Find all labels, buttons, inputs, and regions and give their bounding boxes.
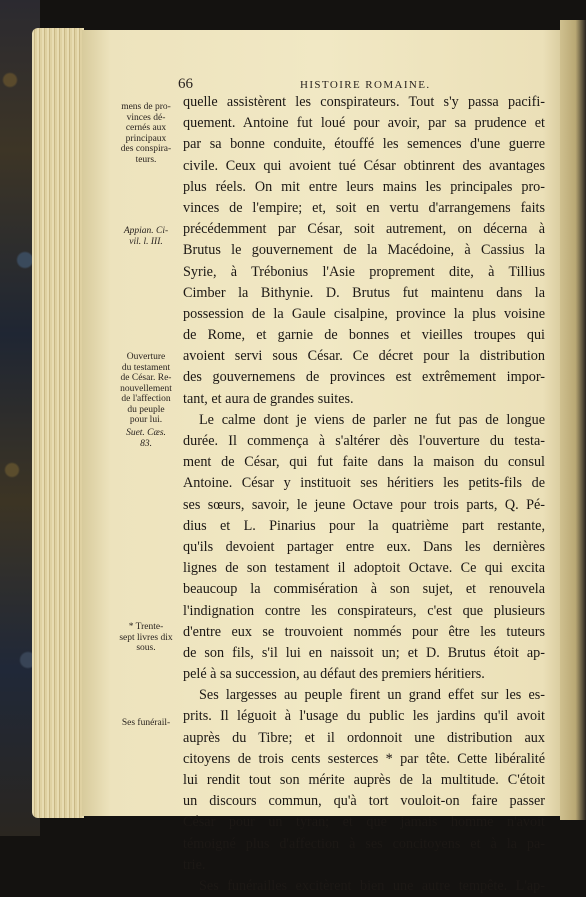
text-line: civile. Ceux qui avoient tué César obtinrent des avantages	[183, 157, 545, 174]
text-line: Antoine. César y instituoit ses héritiers les petits-fils de	[183, 475, 545, 492]
text-line: tant, et aura de grandes suites.	[183, 390, 354, 407]
text-line: qu'ils devoient partager entre eux. Dans les dernières	[183, 538, 545, 555]
margin-note-line: Suet. Cæs.	[126, 428, 166, 438]
text-line: Ses funérailles excitèrent bien une autre tempête. L'ap-	[199, 877, 545, 894]
text-line: l'indignation contre les conspirateurs, c'est que plusieurs	[183, 602, 545, 619]
text-line: vinces de l'empire; et, soit en vertu d'arrangemens faits	[183, 199, 545, 216]
text-line: durée. Il commença à s'altérer dès l'ouverture du testa-	[183, 433, 545, 449]
margin-note-line: des conspira-	[120, 144, 172, 154]
text-line: Le calme dont je viens de parler ne fut pas de longue	[199, 411, 545, 428]
margin-note-provinces	[113, 102, 179, 165]
margin-note-line: principaux	[125, 133, 167, 144]
text-line: témoigné plus d'affection à ses concitoyens et à la pa-	[183, 835, 545, 852]
margin-note-line: cernés aux	[125, 123, 167, 133]
text-line: lui rendit tout son mérite auprès de la multitude. C'étoit	[183, 772, 545, 788]
right-page-edge	[560, 20, 586, 820]
body-text	[183, 92, 545, 897]
text-line: de son fils, s'il lui en naissoit un; et D. Brutus étoit ap-	[183, 644, 545, 661]
text-line: Cimber la Bithynie. D. Brutus fut maintenu dans la	[183, 284, 545, 301]
margin-note-line: pour lui.	[129, 415, 163, 425]
text-line: des gouvernemens de provinces est extrêmement impor-	[183, 369, 545, 386]
text-line: un discours commun, qu'à tort vouloit-on faire passer	[183, 793, 545, 810]
margin-note-appian	[113, 226, 179, 247]
text-line: d'entre eux se trouvoient nommés pour être les tuteurs	[183, 623, 545, 640]
text-line: ment de César, qui fut faite dans la maison du consul	[183, 454, 545, 471]
margin-note-line: vinces dé-	[126, 112, 166, 123]
margin-note-line: Appian. Ci-	[123, 226, 169, 236]
margin-note-line: sept livres dix	[119, 632, 173, 643]
margin-note-line: 83.	[140, 438, 152, 449]
text-line: citoyens de trois cents sesterces * par tête. Cette libéralité	[183, 750, 545, 767]
text-line: beaucoup la commisération à son sujet, et renouvela	[183, 581, 545, 598]
text-line: de Rome, et garnie de bonnes et vieilles troupes qui	[183, 327, 545, 344]
text-line: avoient servi sous César. Ce décret pour la distribution	[183, 348, 545, 365]
text-line: précédemment par César, soit autrement, on décerna à	[183, 221, 545, 238]
text-line: ses sœurs, savoir, le jeune Octave pour trois parts, Q. Pé-	[183, 496, 545, 513]
text-line: quelle assistèrent les conspirateurs. Tout s'y passa pacifi-	[183, 94, 545, 110]
page-block-edge	[32, 28, 84, 818]
text-line: plus réels. On mit entre leurs mains les principales pro-	[183, 178, 545, 195]
margin-note-line: du peuple	[127, 404, 165, 415]
running-title: HISTOIRE ROMAINE.	[300, 79, 431, 91]
margin-note-funerailles	[113, 718, 179, 729]
page-number: 66	[178, 76, 193, 92]
margin-note-testament	[113, 352, 179, 426]
margin-note-line: Ouverture	[126, 352, 166, 362]
text-line: lignes de son testament il adoptoit Octave. Ce qui excita	[183, 560, 545, 577]
margin-note-line: de César. Re-	[120, 373, 172, 383]
text-line: Brutus le gouvernement de la Macédoine, à Cassius la	[183, 242, 545, 259]
text-line: possession de la Gaule cisalpine, province la plus voisine	[183, 305, 545, 322]
margin-note-line: de l'affection	[121, 394, 171, 404]
margin-note-line: sous.	[136, 643, 156, 653]
text-line: par sa bonne conduite, étouffé les semences d'une guerre	[183, 136, 545, 153]
text-line: dius et L. Pinarius pour la quatrième part restante,	[183, 517, 545, 534]
margin-note-line: nouvellement	[120, 383, 172, 394]
text-line: César pour un tyran; et que jamais homme n'avoit	[183, 814, 545, 831]
margin-note-line: teurs.	[135, 154, 157, 165]
margin-note-line: du testament	[121, 362, 171, 373]
text-line: prits. Il léguoit à l'usage du public les jardins qu'il avoit	[183, 708, 545, 725]
text-line: trie.	[183, 856, 206, 873]
margin-note-line: mens de pro-	[121, 102, 171, 112]
text-line: quement. Antoine fut loué pour avoir, par sa prudence et	[183, 115, 545, 132]
margin-note-line: vil. l. III.	[129, 236, 163, 247]
text-line: Syrie, à Trébonius l'Asie proprement dite, à Tillius	[183, 263, 545, 280]
margin-note-suetonius	[113, 428, 179, 449]
text-line: Ses largesses au peuple firent un grand effet sur les es-	[199, 687, 545, 704]
margin-note-line: * Trente-	[128, 622, 164, 632]
footnote-sesterces	[113, 622, 179, 654]
text-line: auprès du Tibre; et il ordonnoit une distribution aux	[183, 729, 545, 746]
text-line: pelé à sa succession, au défaut des premiers héritiers.	[183, 666, 485, 683]
margin-note-line: Ses funérail-	[121, 718, 171, 728]
